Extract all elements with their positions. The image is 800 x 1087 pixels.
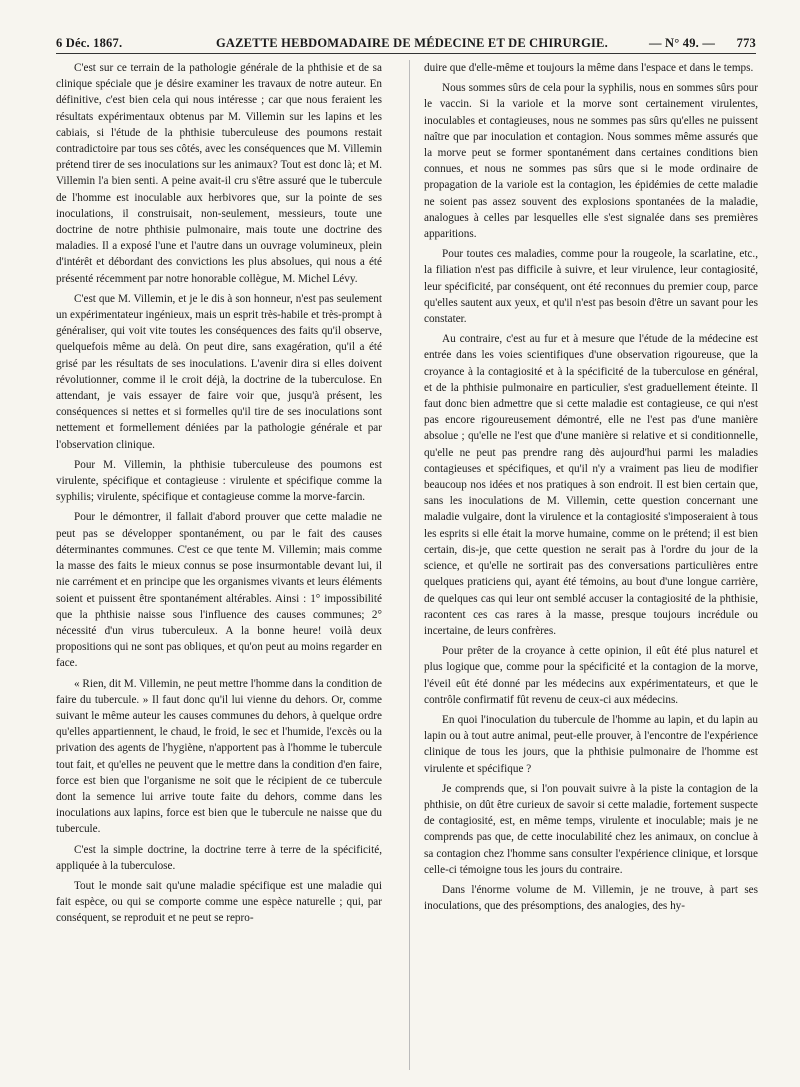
paragraph: C'est que M. Villemin, et je le dis à son honneur, n'est pas seulement un expérimentateur ingénieux, mais un esprit très-habile et très-prompt à généraliser, qui voit vite toutes les conséquences des faits qu'il observe, quelquefois même au delà. On peut dire, sans exagération, qu'il a été grisé par les résultats de ses inoculations. L'avenir dira si elles doivent révolutionner, comme il le croit déjà, la doctrine de la tuberculose. En attendant, je vais essayer de faire voir que, jusqu'à présent, les conséquences si nettes et si formelles qu'il tire de ses inoculations sont nettement et formellement déniées par la pathologie générale et par l'observation clinique. bbox=[56, 292, 382, 451]
header-page-number: 773 bbox=[736, 36, 756, 50]
paragraph: Nous sommes sûrs de cela pour la syphilis, nous en sommes sûrs pour le vaccin. Si la variole et la morve sont certainement virulentes, inoculables et contagieuses, nous ne sommes pas sûrs qu'elles ne puissent naître que par inoculation et contagion. Nous sommes même assurés que la morve peut se former spontanément dans certaines conditions bien connues, et nous ne sommes pas sûrs que si le mode ordinaire de propagation de la variole est la contagion, les épidémies de cette maladie ne soient pas assez souvent des explosions spontanées de la maladie, analogues à celles par lesquelles elle s'est signalée dans ses premières apparitions. bbox=[424, 82, 758, 241]
header-title: GAZETTE HEBDOMADAIRE DE MÉDECINE ET DE CHIRURGIE. bbox=[216, 36, 608, 50]
paragraph: Je comprends que, si l'on pouvait suivre à la piste la contagion de la phthisie, on dût être curieux de savoir si cette maladie, fortement suspecte de contagiosité, est, en même temps, virulente et inoculable; mais je ne comprends pas que, de cette inoculabilité chez les animaux, on conclue à sa contagion chez l'homme sans consulter l'expérience clinique, et lorsque celle-ci témoigne tous les jours du contraire. bbox=[424, 782, 758, 876]
paragraph: C'est la simple doctrine, la doctrine terre à terre de la spécificité, appliquée à la tuberculose. bbox=[56, 843, 382, 872]
paragraph: « Rien, dit M. Villemin, ne peut mettre l'homme dans la condition de faire du tubercule. » Il faut donc qu'il lui vienne du dehors. Or, comme suivant le même auteur les causes communes du dehors, à quelque ordre qu'elles appartiennent, le chaud, le froid, le sec et l'humide, l'excès ou la privation des agents de l'hygiène, n'apportent pas à l'homme le tubercule tout fait, et qu'elles ne peuvent que le mettre dans la condition d'en faire, force est bien que l'organisme ne soit que le récipient de ce tubercule dont la semence lui arrive toute faite du dehors, comme dans les inoculations aux lapins, force est bien que le tubercule ne naisse que du tubercule. bbox=[56, 677, 382, 836]
paragraph: Au contraire, c'est au fur et à mesure que l'étude de la médecine est entrée dans les voies scientifiques d'une observation rigoureuse, que la croyance à la contagiosité et à la spécificité de la tuberculose en général, et de la phthisie pulmonaire en particulier, s'est graduellement éteinte. Il faut donc bien admettre que si cette maladie est contagieuse, ce qui n'est pas encore rigoureusement démontré, elle ne l'est pas d'une manière absolue ; qu'elle ne l'est que d'une manière si relative et si conditionnelle, qu'elle ne peut pas prendre rang dès aujourd'hui parmi les maladies contagieuses et spécifiques, et qu'il n'y a vraiment pas lieu de modifier beaucoup nos idées et nos pratiques à son endroit. Il est bien certain que, sans les inoculations de M. Villemin, cette question concernant une maladie vulgaire, dont la virulence et la contagiosité s'imposeraient à tous les esprits si elle était la morve humaine, comme on le prétend; il est bien certain, dis-je, que cette question ne serait pas à l'ordre du jour de la science, et qu'elle ne sortirait pas des conversations particulières entre quelques praticiens qui, ayant été témoins, au bout d'une longue carrière, de quelques cas qui leur ont semblé accuser la contagiosité de la phthisie, racontent ces cas rares à la masse, presque toujours incrédule ou incertaine, de leurs confrères. bbox=[424, 333, 758, 637]
header-rule bbox=[56, 53, 756, 54]
paragraph: duire que d'elle-même et toujours la même dans l'espace et dans le temps. bbox=[424, 62, 754, 74]
paragraph: Pour M. Villemin, la phthisie tuberculeuse des poumons est virulente, spécifique et contagieuse : virulente et spécifique comme la syphilis; virulente, spécifique et contagieuse comme la morve-farcin. bbox=[56, 458, 382, 504]
header-date: 6 Déc. 1867. bbox=[56, 36, 123, 50]
column-divider bbox=[409, 60, 410, 1070]
header-issue-number: — N° 49. — bbox=[649, 36, 716, 50]
page-header bbox=[56, 36, 756, 52]
paragraph: Dans l'énorme volume de M. Villemin, je ne trouve, à part ses inoculations, que des présomptions, des analogies, des hy- bbox=[424, 883, 758, 913]
left-column bbox=[56, 60, 382, 931]
paragraph: Tout le monde sait qu'une maladie spécifique est une maladie qui fait espèce, ou qui se comporte comme une espèce naturelle ; qui, par conséquent, se reproduit et ne peut se repro- bbox=[56, 879, 382, 925]
paragraph: Pour toutes ces maladies, comme pour la rougeole, la scarlatine, etc., la filiation n'est pas difficile à suivre, et leur virulence, leur contagiosité, leur spécificité, par conséquent, ont été reconnues du premier coup, parce qu'elles sautent aux yeux, et qu'il n'est pas besoin d'être un savant pour les constater. bbox=[424, 248, 758, 326]
paragraph: Pour le démontrer, il fallait d'abord prouver que cette maladie ne peut pas se développer spontanément, ou par le fait des causes déterminantes communes. C'est ce que tente M. Villemin; mais comme la masse des faits le mieux connus se pose insurmontable devant lui, il nie carrément et en principe que les organismes vivants et leurs éléments soient et puissent être spontanément altérables. Ainsi : 1° impossibilité que la phthisie naisse sous l'influence des causes communes; 2° nécessité d'un virus tuberculeux. A la bonne heure! voilà deux propositions qui ne sont pas obliques, et qu'on peut au moins regarder en face. bbox=[56, 511, 382, 670]
paragraph: En quoi l'inoculation du tubercule de l'homme au lapin, et du lapin au lapin ou à tout autre animal, peut-elle prouver, à l'encontre de l'expérience clinique de tous les jours, que la phthisie pulmonaire de l'homme est virulente et spécifique ? bbox=[424, 713, 758, 775]
paragraph: C'est sur ce terrain de la pathologie générale de la phthisie et de sa clinique spéciale que je désire examiner les travaux de notre auteur. En définitive, c'est bien cela qui nous intéresse ; car que nous feraient les résultats expérimentaux obtenus par M. Villemin sur les lapins et les cabiais, si l'étude de la phthisie tuberculeuse des poumons restait contradictoire par tous ses côtés, avec les conséquences que M. Villemin prétend tirer de ses inoculations sur les animaux? Tout est donc là; et M. Villemin l'a bien senti. A peine avait-il cru s'être assuré que le tubercule de l'homme est inoculable aux herbivores que, sur la pointe de ses inoculations, il construisait, non-seulement, messieurs, toute une doctrine de notre phthisie pulmonaire, mais toute une doctrine des maladies. Il a exposé l'une et l'autre dans un ouvrage volumineux, plein d'intérêt et débordant des convictions les plus absolues, qui nous a été présenté récemment par notre honorable collègue, M. Michel Lévy. bbox=[56, 62, 382, 285]
right-column bbox=[424, 60, 758, 918]
paragraph: Pour prêter de la croyance à cette opinion, il eût été plus naturel et plus logique que, comme pour la spécificité et la contagion de la morve, l'éveil eût été donné par les médecins aux expérimentateurs, et que le contrôle confirmatif fût revenu de ceux-ci aux médecins. bbox=[424, 645, 758, 706]
